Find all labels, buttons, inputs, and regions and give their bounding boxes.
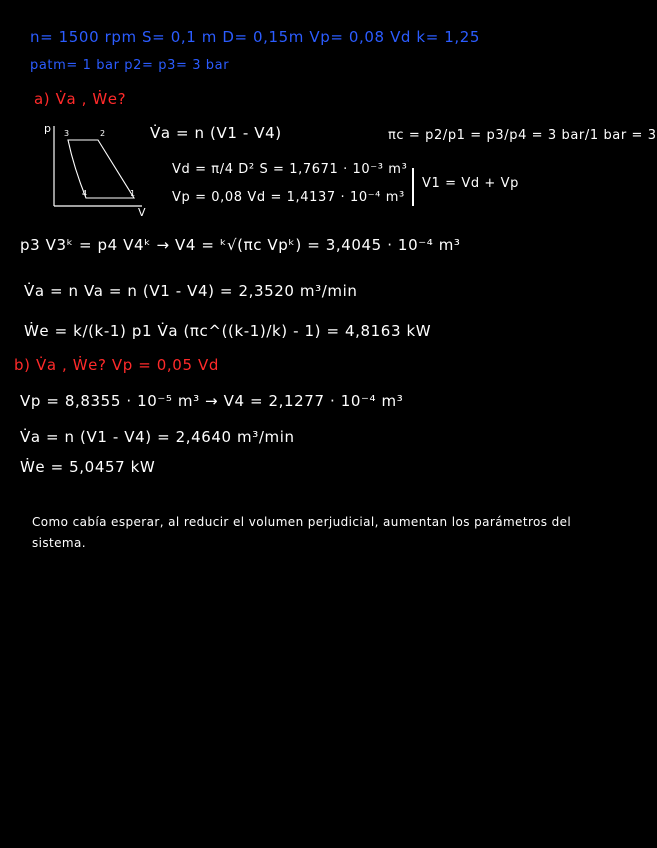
eq-displacement-volume: Vd = π/4 D² S = 1,7671 · 10⁻³ m³ [172,162,408,177]
brace [412,168,414,206]
part-b-label: b) [14,356,31,374]
eq-va-result: V̇a = n Va = n (V1 - V4) = 2,3520 m³/min [24,282,358,300]
eq-b-va-result: V̇a = n (V1 - V4) = 2,4640 m³/min [20,428,295,446]
axis-p-label: p [44,122,51,135]
part-b-heading [14,356,219,374]
eq-clearance-volume: Vp = 0,08 Vd = 1,4137 · 10⁻⁴ m³ [172,190,405,205]
point-1-label: 1 [130,189,136,198]
point-2-label: 2 [100,129,106,138]
pv-diagram [38,118,148,218]
given-line-1: n= 1500 rpm S= 0,1 m D= 0,15m Vp= 0,08 Vd k= 1,25 [30,28,481,46]
point-3-label: 3 [64,129,70,138]
eq-b-clearance-volume: Vp = 8,8355 · 10⁻⁵ m³ → V4 = 2,1277 · 10⁻⁴ m³ [20,392,404,410]
given-line-2: patm= 1 bar p2= p3= 3 bar [30,58,230,73]
eq-v1: V1 = Vd + Vp [422,176,519,191]
part-b-heading-text: V̇a , Ẇe? Vp = 0,05 Vd [35,356,219,374]
eq-v4: p3 V3ᵏ = p4 V4ᵏ → V4 = ᵏ√(πc Vpᵏ) = 3,4045 · 10⁻⁴ m³ [20,236,461,254]
eq-pressure-ratio: πc = p2/p1 = p3/p4 = 3 bar/1 bar = 3 [388,128,657,143]
eq-b-we-result: Ẇe = 5,0457 kW [20,458,156,476]
point-4-label: 4 [82,189,88,198]
eq-va-definition: V̇a = n (V1 - V4) [150,124,282,142]
eq-we-result: Ẇe = k/(k-1) p1 V̇a (πc^((k-1)/k) - 1) = 4,8163 kW [24,322,432,340]
part-a-heading: a) V̇a , Ẇe? [34,90,127,108]
conclusion-text: Como cabía esperar, al reducir el volumen perjudicial, aumentan los parámetros del sistema. [32,515,572,550]
axis-v-label: V [138,206,146,219]
